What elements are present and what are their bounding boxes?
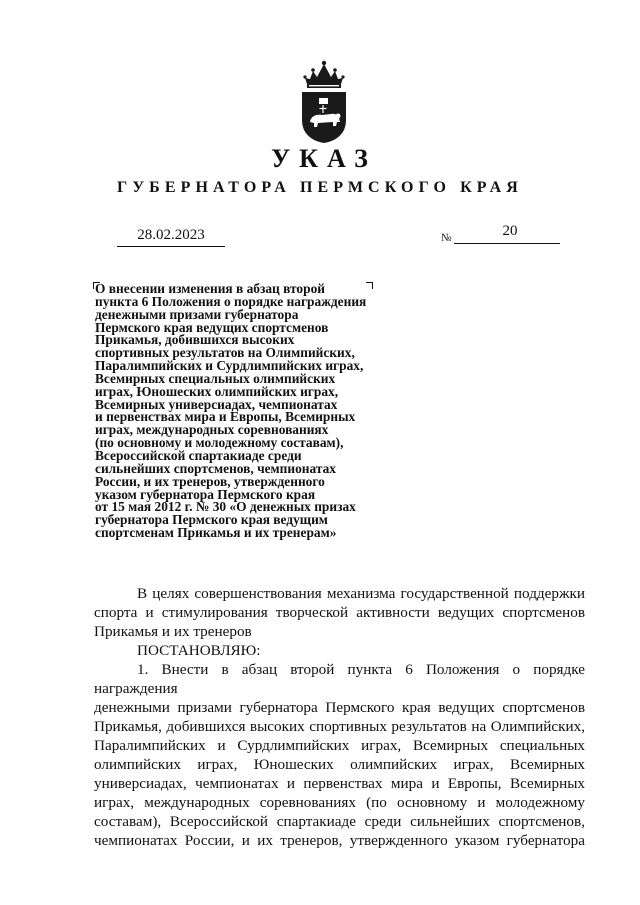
heading-line: Всемирных универсиадах, чемпионатах [95, 396, 338, 412]
heading-line: Паралимпийских и Сурдлимпийских играх, [95, 358, 364, 374]
body-line: 1. Внести в абзац второй пункта 6 Положения о порядке награждения [94, 661, 585, 697]
body-line: денежными призами губернатора Пермского края ведущих спортсменов [94, 699, 585, 716]
heading-line: губернатора Пермского края ведущим [95, 512, 328, 528]
heading-line: денежными призами губернатора [95, 306, 299, 322]
heading-line: Пермского края ведущих спортсменов [95, 319, 329, 335]
heading-line: (по основному и молодежному составам), [95, 435, 344, 451]
heading-line: и первенствах мира и Европы, Всемирных [95, 409, 356, 425]
body-line: Паралимпийских и Сурдлимпийских играх, Всемирных специальных [94, 737, 585, 754]
heading-line: сильнейших спортсменов, чемпионатах [95, 460, 337, 476]
page-subtitle: ГУБЕРНАТОРА ПЕРМСКОГО КРАЯ [117, 179, 523, 196]
body-line: играх, международных соревнованиях (по основному и молодежному [94, 794, 585, 811]
body-line: спорта и стимулирования творческой активности ведущих спортсменов [94, 604, 585, 621]
body-line: чемпионатах России, и их тренеров, утвержденного указом губернатора [94, 832, 585, 849]
body-line: олимпийских играх, Юношеских олимпийских играх, Всемирных [94, 756, 585, 773]
heading-line: играх, международных соревнованиях [95, 422, 329, 438]
decree-body [94, 584, 585, 850]
heading-line: Всемирных специальных олимпийских [95, 370, 336, 386]
heading-line: России, и их тренеров, утвержденного [95, 473, 325, 489]
decree-word: ПОСТАНОВЛЯЮ: [137, 642, 261, 659]
heading-line: указом губернатора Пермского края [95, 486, 316, 502]
decree-number-underline [454, 243, 560, 244]
body-line: универсиадах, чемпионатах и первенствах мира и Европы, Всемирных [94, 775, 585, 792]
body-line: Прикамья и их тренеров [94, 623, 252, 640]
body-line: составам), Всероссийской спартакиаде среди сильнейших спортсменов, [94, 813, 585, 830]
heading-line: О внесении изменения в абзац второй [95, 281, 325, 296]
heading-line: играх, Юношеских олимпийских играх, [95, 383, 339, 399]
perm-krai-coat-of-arms-icon [298, 58, 350, 144]
body-line: В целях совершенствования механизма государственной поддержки [137, 585, 585, 602]
decree-date: 28.02.2023 [117, 226, 225, 247]
heading-line: Прикамья, добившихся высоких [95, 332, 295, 348]
heading-line: спортивных результатов на Олимпийских, [95, 345, 355, 361]
heading-line: пункта 6 Положения о порядке награждения [95, 293, 367, 309]
heading-line: спортсменам Прикамья и их тренерам» [95, 525, 337, 541]
heading-line: от 15 мая 2012 г. № 30 «О денежных призах [95, 499, 356, 515]
decree-number: 20 [502, 223, 518, 239]
page-title: УКАЗ [271, 144, 377, 173]
heading-line: Всероссийской спартакиаде среди [95, 447, 302, 463]
decree-heading [95, 283, 425, 540]
body-line: Прикамья, добившихся высоких спортивных результатов на Олимпийских, [94, 718, 585, 735]
decree-number-label: № [441, 232, 452, 244]
